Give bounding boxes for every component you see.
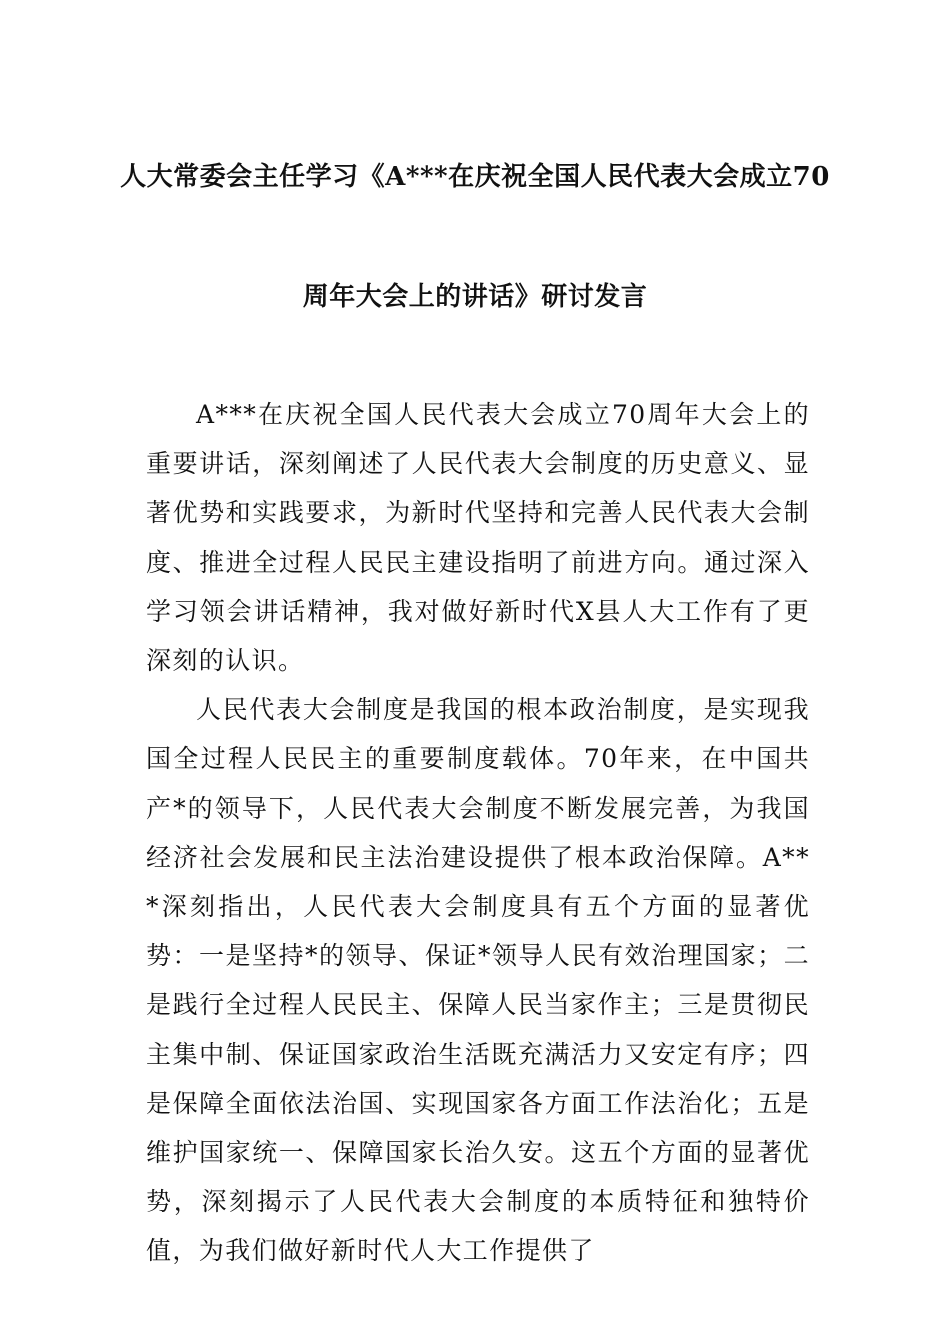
body-paragraph-2: 人民代表大会制度是我国的根本政治制度，是实现我国全过程人民民主的重要制度载体。70年来，在中国共产*的领导下，人民代表大会制度不断发展完善，为我国经济社会发展和民主法治建设提供了根本政治保障。A***深刻指出，人民代表大会制度具有五个方面的显著优势：一是坚持*的领导、保证*领导人民有效治理国家；二是践行全过程人民民主、保障人民当家作主；三是贯彻民主集中制、保证国家政治生活既充满活力又安定有序；四是保障全面依法治国、实现国家各方面工作法治化；五是维护国家统一、保障国家长治久安。这五个方面的显著优势，深刻揭示了人民代表大会制度的本质特征和独特价值，为我们做好新时代人大工作提供了 [146,695,810,1266]
document-body [146,390,810,1276]
document-title-line-2: 周年大会上的讲话》研讨发言 [302,282,648,312]
body-paragraph-1: A***在庆祝全国人民代表大会成立70周年大会上的重要讲话，深刻阐述了人民代表大会制度的历史意义、显著优势和实践要求，为新时代坚持和完善人民代表大会制度、推进全过程人民民主建设指明了前进方向。通过深入学习领会讲话精神，我对做好新时代X县人大工作有了更深刻的认识。 [146,400,810,676]
document-title-line-1: 人大常委会主任学习《A***在庆祝全国人民代表大会成立70 [120,162,830,192]
